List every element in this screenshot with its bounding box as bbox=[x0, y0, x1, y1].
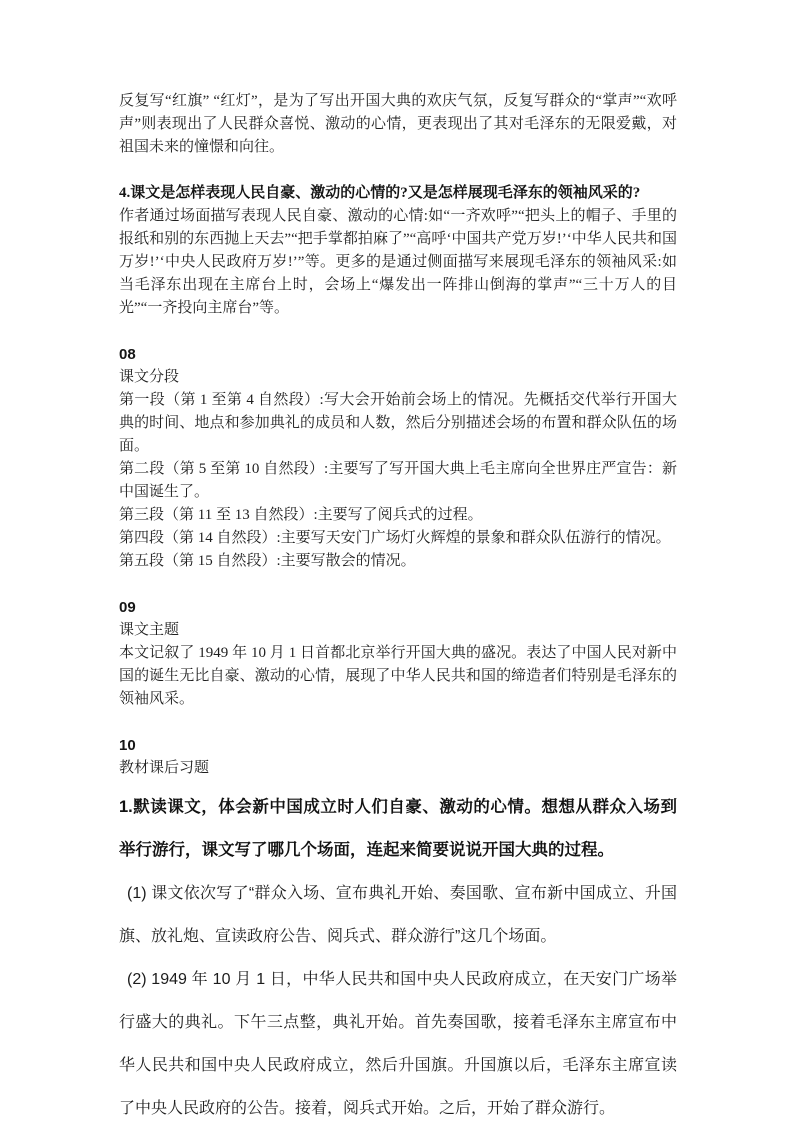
intro-paragraph: 反复写“红旗” “红灯”，是为了写出开国大典的欢庆气氛，反复写群众的“掌声”“欢呼声”则表现出了人民群众喜悦、激动的心情，更表现出了其对毛泽东的无限爱戴，对祖国未来的憧憬和向往。 bbox=[119, 93, 677, 155]
section-09-number: 09 bbox=[119, 599, 136, 616]
section-10-number: 10 bbox=[119, 737, 136, 754]
question4-body: 作者通过场面描写表现人民自豪、激动的心情:如“一齐欢呼”“把头上的帽子、手里的报纸和别的东西抛上天去”“把手掌都拍麻了”“高呼‘中国共产党万岁!’‘中华人民共和国万岁!’‘中央人民政府万岁!’”等。更多的是通过侧面描写来展现毛泽东的领袖风采:如当毛泽东出现在主席台上时，会场上“爆发出一阵排山倒海的掌声”“三十万人的目光”“一齐投向主席台”等。 bbox=[119, 208, 677, 316]
segment-paragraph-4: 第四段（第 14 自然段）:主要写天安门广场灯火辉煌的景象和群众队伍游行的情况。 bbox=[119, 530, 671, 546]
homework-answer-1: (1) 课文依次写了“群众入场、宣布典礼开始、奏国歌、宣布新中国成立、升国旗、放礼炮、宣读政府公告、阅兵式、群众游行”这几个场面。 bbox=[119, 885, 677, 945]
section-08-title: 课文分段 bbox=[119, 369, 180, 385]
segment-paragraph-2: 第二段（第 5 至第 10 自然段）:主要写了写开国大典上毛主席向全世界庄严宣告：新中国诞生了。 bbox=[119, 461, 677, 500]
homework-question-1: 1.默读课文，体会新中国成立时人们自豪、激动的心情。想想从群众入场到举行游行，课文写了哪几个场面，连起来简要说说开国大典的过程。 bbox=[119, 798, 677, 859]
section-10 bbox=[119, 734, 677, 780]
section-10-title: 教材课后习题 bbox=[119, 760, 210, 776]
section-09-body: 本文记叙了 1949 年 10 月 1 日首都北京举行开国大典的盛况。表达了中国人民对新中国的诞生无比自豪、激动的心情，展现了中华人民共和国的缔造者们特别是毛泽东的领袖风采。 bbox=[119, 645, 677, 707]
segment-paragraph-3: 第三段（第 11 至 13 自然段）:主要写了阅兵式的过程。 bbox=[119, 507, 483, 523]
section-08 bbox=[119, 343, 677, 573]
question4-heading: 4.课文是怎样表现人民自豪、激动的心情的?又是怎样展现毛泽东的领袖风采的? bbox=[119, 185, 641, 201]
section-09 bbox=[119, 596, 677, 711]
document-content bbox=[119, 90, 677, 1122]
section-08-number: 08 bbox=[119, 346, 136, 363]
homework-block bbox=[119, 786, 677, 1122]
section-09-title: 课文主题 bbox=[119, 622, 180, 638]
segment-paragraph-5: 第五段（第 15 自然段）:主要写散会的情况。 bbox=[119, 553, 416, 569]
question4-block bbox=[119, 182, 677, 320]
homework-answer-2: (2) 1949 年 10 月 1 日，中华人民共和国中央人民政府成立，在天安门广场举行盛大的典礼。下午三点整，典礼开始。首先奏国歌，接着毛泽东主席宣布中华人民共和国中央人民政府成立，然后升国旗。升国旗以后，毛泽东主席宣读了中央人民政府的公告。接着，阅兵式开始。之后，开始了群众游行。 bbox=[119, 971, 677, 1117]
segment-paragraph-1: 第一段（第 1 至第 4 自然段）:写大会开始前会场上的情况。先概括交代举行开国大典的时间、地点和参加典礼的成员和人数，然后分别描述会场的布置和群众队伍的场面。 bbox=[119, 392, 677, 454]
